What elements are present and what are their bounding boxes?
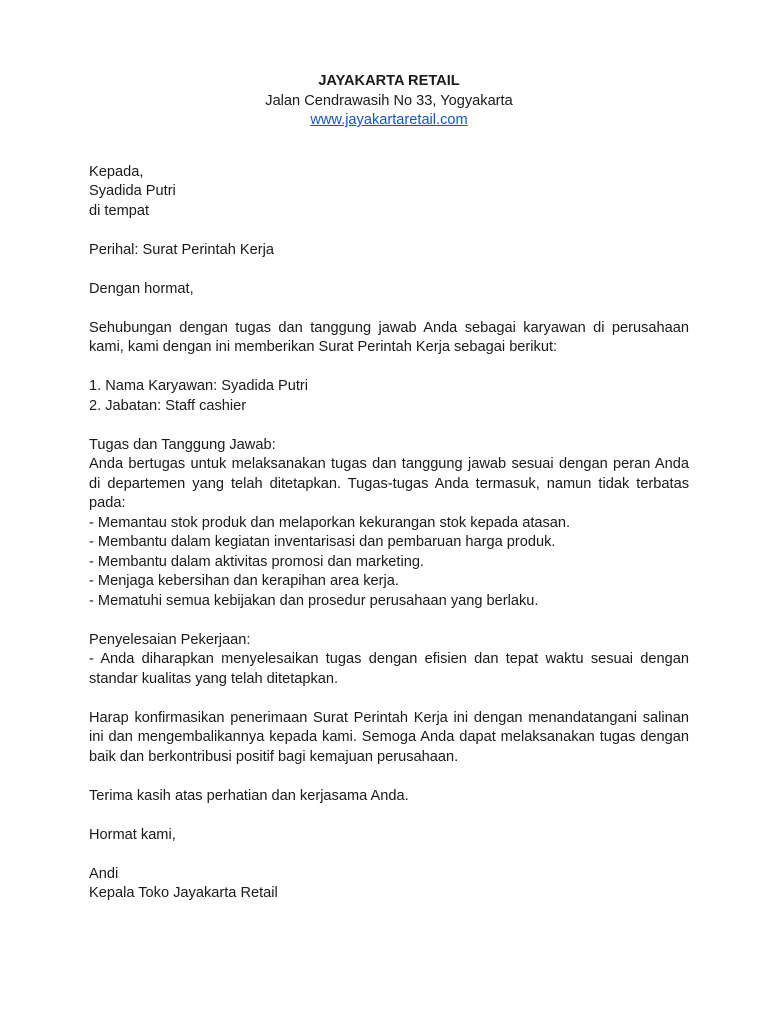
duty-item: - Membantu dalam aktivitas promosi dan marketing. <box>89 553 424 570</box>
duties-intro: Anda bertugas untuk melaksanakan tugas dan tanggung jawab sesuai dengan peran Anda di departemen yang telah ditetapkan. Tugas-tugas Anda termasuk, namun tidak terbatas pada: <box>89 456 689 511</box>
signature-block <box>89 865 689 904</box>
signer-title: Kepala Toko Jayakarta Retail <box>89 885 278 901</box>
recipient-name: Syadida Putri <box>89 183 176 199</box>
greeting: Dengan hormat, <box>89 280 194 297</box>
detail-position: 2. Jabatan: Staff cashier <box>89 397 247 414</box>
completion-section <box>89 631 689 690</box>
recipient-to: Kepada, <box>89 163 144 180</box>
duties-section <box>89 436 689 612</box>
signer-name: Andi <box>89 865 119 882</box>
detail-name: 1. Nama Karyawan: Syadida Putri <box>89 378 309 394</box>
intro-paragraph: Sehubungan dengan tugas dan tanggung jawab Anda sebagai karyawan di perusahaan kami, kami dengan ini memberikan Surat Perintah Kerja sebagai berikut: <box>89 319 689 355</box>
confirmation-paragraph: Harap konfirmasikan penerimaan Surat Perintah Kerja ini dengan menandatangani salinan ini dan mengembalikannya kepada kami. Semoga Anda dapat melaksanakan tugas dengan baik dan berkontribusi positif bagi kemajuan perusahaan. <box>89 709 689 765</box>
duty-item: - Memantau stok produk dan melaporkan kekurangan stok kepada atasan. <box>89 514 571 531</box>
thanks-line: Terima kasih atas perhatian dan kerjasama Anda. <box>89 787 409 804</box>
duties-heading: Tugas dan Tanggung Jawab: <box>89 436 276 453</box>
completion-text: - Anda diharapkan menyelesaikan tugas dengan efisien dan tepat waktu sesuai dengan standar kualitas yang telah ditetapkan. <box>89 651 689 687</box>
completion-heading: Penyelesaian Pekerjaan: <box>89 631 251 648</box>
duty-item: - Menjaga kebersihan dan kerapihan area kerja. <box>89 573 399 589</box>
letter <box>89 72 689 904</box>
duty-item: - Membantu dalam kegiatan inventarisasi dan pembaruan harga produk. <box>89 534 556 550</box>
company-name: JAYAKARTA RETAIL <box>318 73 460 89</box>
duty-item: - Mematuhi semua kebijakan dan prosedur perusahaan yang berlaku. <box>89 592 539 609</box>
letterhead <box>89 72 689 131</box>
company-address: Jalan Cendrawasih No 33, Yogyakarta <box>265 92 513 109</box>
recipient-place: di tempat <box>89 202 150 219</box>
closing-line: Hormat kami, <box>89 826 176 843</box>
recipient-block <box>89 163 689 222</box>
subject-line: Perihal: Surat Perintah Kerja <box>89 241 274 258</box>
company-website-link[interactable]: www.jayakartaretail.com <box>310 112 468 128</box>
employee-details <box>89 377 689 416</box>
